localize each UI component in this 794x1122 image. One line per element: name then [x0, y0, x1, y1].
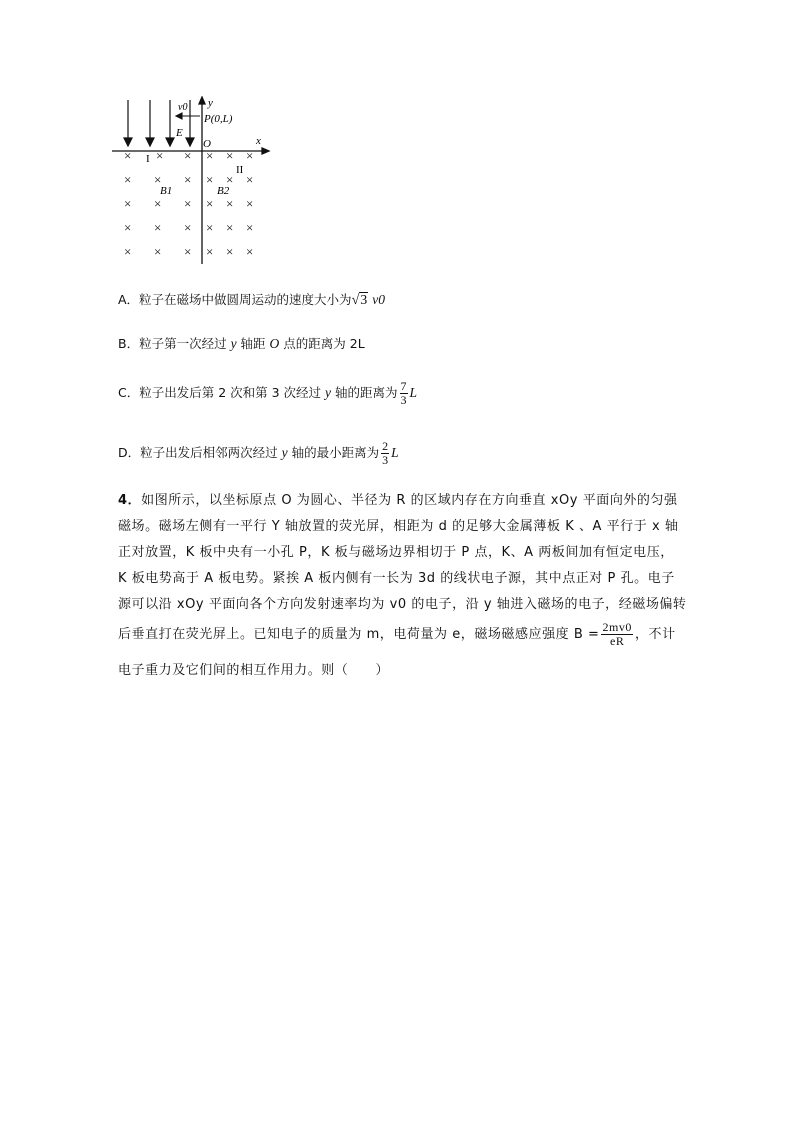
fraction-numerator: 7	[400, 379, 407, 393]
question-4-line-4: K 板电势高于 A 板电势。紧挨 A 板内侧有一长为 3d 的线状电子源，其中点正对 P 孔。电子	[118, 571, 675, 586]
option-b-suffix: 点的距离为 2L	[283, 336, 365, 351]
question-4-line-6-suffix: ，不计	[635, 627, 676, 642]
v0-arrow	[176, 113, 200, 119]
cross-mark: ×	[246, 148, 254, 163]
cross-mark: ×	[226, 196, 234, 211]
fraction-denominator: 3	[382, 453, 389, 467]
cross-mark: ×	[124, 196, 132, 211]
question-4-line-3: 正对放置，K 板中央有一小孔 P，K 板与磁场边界相切于 P 点，K、A 两板间加有恒定电压，	[118, 545, 674, 560]
question-4	[118, 488, 690, 684]
cross-mark: ×	[226, 244, 234, 259]
region-1-label: I	[146, 153, 150, 165]
option-c-suffix: L	[409, 385, 418, 400]
x-axis-label: x	[256, 135, 261, 147]
option-a-suffix: v0	[372, 292, 385, 307]
sqrt-radicand: 3	[360, 293, 368, 308]
fraction-denominator: 3	[400, 393, 407, 407]
option-b-mid: 轴距	[240, 336, 266, 351]
cross-mark: ×	[226, 148, 234, 163]
question-4-line-6	[118, 618, 690, 652]
question-4-line-5: 源可以沿 xOy 平面向各个方向发射速率均为 v0 的电子，沿 y 轴进入磁场的电子，经磁场偏转	[118, 597, 687, 612]
option-b-var-y: y	[230, 336, 237, 351]
question-4-line-2: 磁场。磁场左侧有一平行 Y 轴放置的荧光屏，相距为 d 的足够大金属薄板 K 、A 平行于 x 轴	[118, 519, 679, 534]
b2-label: B2	[217, 185, 230, 197]
cross-mark: ×	[184, 172, 192, 187]
region-2-label: II	[236, 164, 244, 176]
cross-mark: ×	[124, 220, 132, 235]
cross-mark: ×	[226, 172, 234, 187]
question-4-line-1	[118, 488, 690, 514]
b-fraction-numerator: 2mv0	[602, 620, 632, 634]
cross-mark: ×	[206, 196, 214, 211]
cross-mark: ×	[124, 148, 132, 163]
cross-mark: ×	[206, 220, 214, 235]
cross-mark: ×	[154, 196, 162, 211]
question-number: 4．	[118, 493, 142, 508]
cross-mark: ×	[246, 196, 254, 211]
option-b-var-o: O	[269, 336, 280, 351]
option-c	[118, 380, 417, 407]
option-c-mid: 轴的距离为	[335, 385, 398, 400]
cross-mark: ×	[246, 220, 254, 235]
fraction	[381, 440, 389, 467]
option-d-suffix: L	[391, 445, 399, 460]
b-fraction-denominator: eR	[610, 634, 625, 648]
sqrt-expression: √3	[351, 293, 368, 308]
question-4-line-7: 电子重力及它们间的相互作用力。则（ ）	[118, 663, 390, 678]
option-d-text: D．粒子出发后相邻两次经过	[118, 445, 278, 460]
cross-mark: ×	[226, 220, 234, 235]
cross-mark: ×	[246, 244, 254, 259]
question-4-line-6-text: 后垂直打在荧光屏上。已知电子的质量为 m，电荷量为 e，磁场磁感应强度 B =	[118, 627, 600, 642]
option-a	[118, 290, 385, 311]
b-fraction	[601, 621, 633, 648]
cross-mark: ×	[246, 172, 254, 187]
cross-mark: ×	[154, 220, 162, 235]
option-c-var-y: y	[325, 385, 332, 400]
point-p-label: P(0,L)	[204, 113, 233, 125]
question-4-line-1-text: 如图所示，以坐标原点 O 为圆心、半径为 R 的区域内存在方向垂直 xOy 平面向外的匀强	[141, 493, 678, 508]
cross-mark: ×	[184, 220, 192, 235]
option-a-text: A．粒子在磁场中做圆周运动的速度大小为	[118, 292, 352, 307]
option-d-var-y: y	[281, 445, 288, 460]
cross-mark: ×	[184, 244, 192, 259]
y-axis-label: y	[208, 97, 213, 109]
cross-mark: ×	[124, 172, 132, 187]
fraction	[400, 380, 408, 407]
field-e-label: E	[176, 127, 183, 139]
cross-mark: ×	[206, 172, 214, 187]
magnetic-field-crosses	[124, 148, 253, 259]
option-c-text: C．粒子出发后第 2 次和第 3 次经过	[118, 385, 322, 400]
b1-label: B1	[160, 185, 173, 197]
cross-mark: ×	[184, 148, 192, 163]
cross-mark: ×	[184, 196, 192, 211]
fraction-numerator: 2	[382, 439, 389, 453]
option-d	[118, 440, 399, 467]
option-d-mid: 轴的最小距离为	[291, 445, 380, 460]
field-diagram	[112, 96, 272, 268]
origin-label: O	[203, 138, 211, 150]
cross-mark: ×	[124, 244, 132, 259]
cross-mark: ×	[154, 244, 162, 259]
cross-mark: ×	[154, 172, 162, 187]
v0-label: v0	[178, 102, 188, 113]
cross-mark: ×	[156, 148, 164, 163]
cross-mark: ×	[206, 148, 214, 163]
cross-mark: ×	[206, 244, 214, 259]
option-b	[118, 334, 365, 354]
option-b-text: B．粒子第一次经过	[118, 336, 227, 351]
